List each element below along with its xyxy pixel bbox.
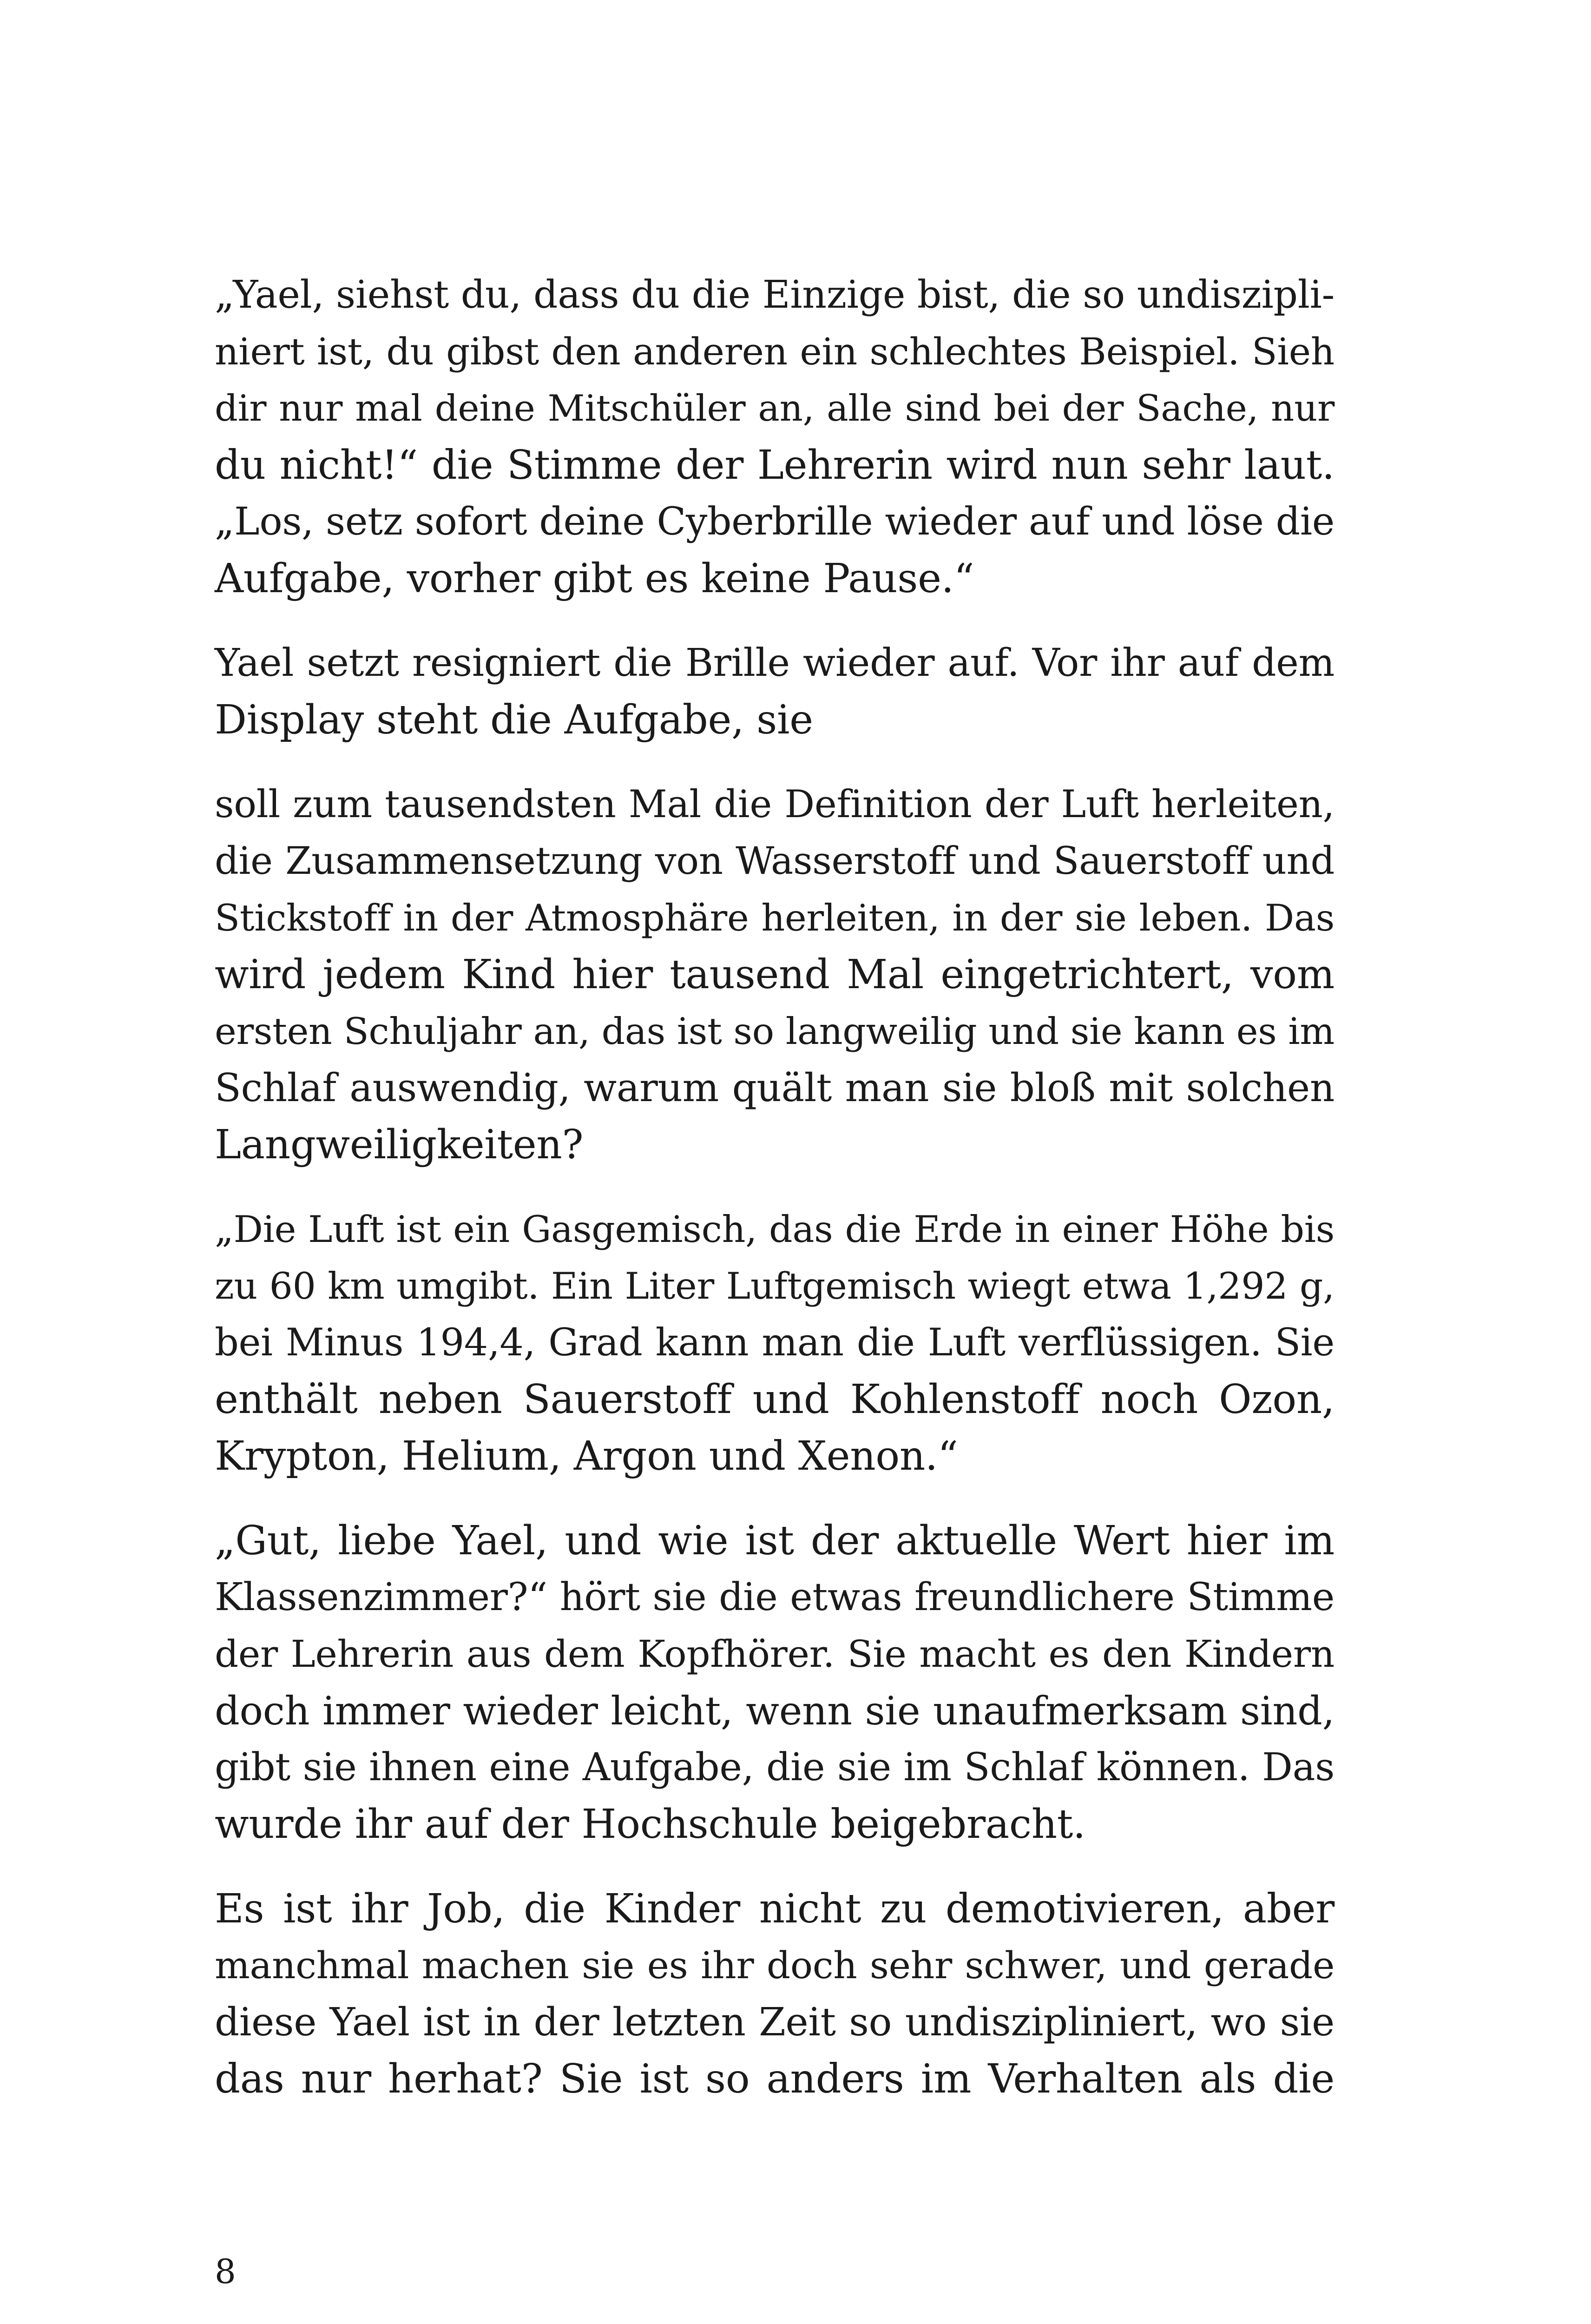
text-line: manchmal machen sie es ihr doch sehr schwer, und gerade <box>215 1944 1335 1987</box>
text-line: zu 60 km umgibt. Ein Liter Luftgemisch wiegt etwa 1,292 g, <box>215 1265 1335 1307</box>
text-line: „Los, setz sofort deine Cyberbrille wieder auf und löse die <box>215 500 1335 544</box>
page-number: 8 <box>215 2252 236 2291</box>
text-line: doch immer wieder leicht, wenn sie unaufmerksam sind, <box>215 1688 1335 1734</box>
text-line: Aufgabe, vorher gibt es keine Pause.“ <box>215 555 974 602</box>
body-text <box>215 267 1335 2135</box>
text-line: dir nur mal deine Mitschüler an, alle sind bei der Sache, nur <box>215 388 1335 429</box>
paragraph <box>215 1512 1335 1853</box>
text-line: niert ist, du gibst den anderen ein schlechtes Beispiel. Sieh <box>215 330 1335 373</box>
text-line: Stickstoff in der Atmosphäre herleiten, in der sie leben. Das <box>215 897 1335 939</box>
text-line: diese Yael ist in der letzten Zeit so undiszipliniert, wo sie <box>215 2000 1335 2045</box>
text-line: Klassenzimmer?“ hört sie die etwas freundlichere Stimme <box>215 1575 1335 1619</box>
text-line: ersten Schuljahr an, das ist so langweilig und sie kann es im <box>215 1010 1335 1053</box>
text-line: „Die Luft ist ein Gasgemisch, das die Erde in einer Höhe bis <box>215 1208 1335 1251</box>
paragraph <box>215 1881 1335 2107</box>
text-line: enthält neben Sauerstoff und Kohlenstoff noch Ozon, <box>215 1376 1335 1423</box>
text-line: die Zusammensetzung von Wasserstoff und Sauerstoff und <box>215 839 1335 883</box>
text-line: Display steht die Aufgabe, sie <box>215 697 813 743</box>
text-line: Krypton, Helium, Argon und Xenon.“ <box>215 1433 958 1479</box>
text-line: soll zum tausendsten Mal die Definition der Luft herleiten, <box>215 783 1335 826</box>
paragraph <box>215 267 1335 607</box>
paragraph <box>215 776 1335 1173</box>
text-line: Langweiligkeiten? <box>215 1122 584 1168</box>
text-line: wird jedem Kind hier tausend Mal eingetrichtert, vom <box>215 951 1335 998</box>
text-line: der Lehrerin aus dem Kopfhörer. Sie macht es den Kindern <box>215 1632 1335 1676</box>
paragraph <box>215 1201 1335 1485</box>
text-line: du nicht!“ die Stimme der Lehrerin wird nun sehr laut. <box>215 442 1335 489</box>
text-line: bei Minus 194,4, Grad kann man die Luft verflüssigen. Sie <box>215 1321 1335 1365</box>
text-line: „Yael, siehst du, dass du die Einzige bist, die so undiszipli- <box>215 273 1335 317</box>
paragraph <box>215 635 1335 748</box>
text-line: „Gut, liebe Yael, und wie ist der aktuelle Wert hier im <box>215 1518 1335 1564</box>
text-line: Schlaf auswendig, warum quält man sie bloß mit solchen <box>215 1065 1335 1110</box>
text-line: gibt sie ihnen eine Aufgabe, die sie im Schlaf können. Das <box>215 1745 1335 1789</box>
text-line: Es ist ihr Job, die Kinder nicht zu demotivieren, aber <box>215 1886 1335 1932</box>
text-line: das nur herhat? Sie ist so anders im Verhalten als die <box>215 2056 1335 2102</box>
text-line: wurde ihr auf der Hochschule beigebracht. <box>215 1801 1086 1848</box>
text-line: Yael setzt resigniert die Brille wieder auf. Vor ihr auf dem <box>215 641 1335 685</box>
